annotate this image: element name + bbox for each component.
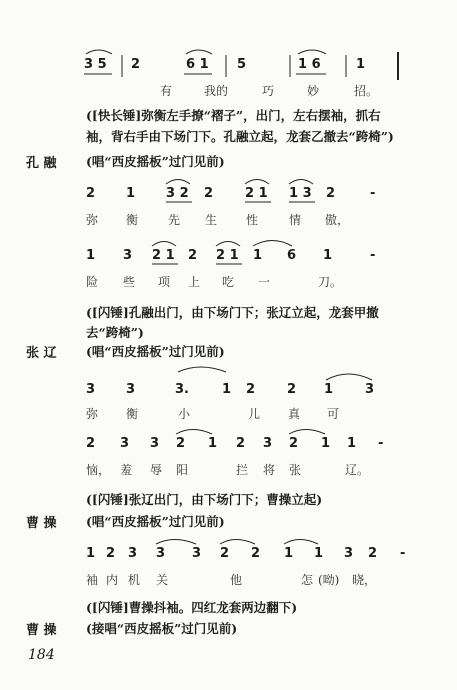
slur bbox=[186, 50, 212, 54]
note: 3 bbox=[150, 436, 160, 451]
note: 3 bbox=[123, 248, 133, 263]
note: 2 bbox=[176, 436, 186, 451]
lyric: 羞 bbox=[120, 463, 133, 477]
slur bbox=[178, 367, 226, 372]
lyric: 关 bbox=[156, 573, 169, 587]
note: 2 bbox=[106, 546, 116, 561]
singing-cue: (唱“西皮摇板”过门见前) bbox=[86, 344, 225, 359]
note: 6 bbox=[287, 248, 297, 263]
note-group: 6 1 bbox=[186, 57, 209, 72]
dash: - bbox=[400, 546, 406, 561]
note: 1 bbox=[314, 546, 324, 561]
note: 2 bbox=[236, 436, 246, 451]
note: 3 bbox=[120, 436, 130, 451]
slur bbox=[289, 430, 325, 435]
lyric: 张 bbox=[289, 463, 302, 477]
lyric: 内 bbox=[106, 573, 119, 587]
note: 1 bbox=[222, 382, 232, 397]
dash: - bbox=[378, 436, 384, 451]
note: 3 bbox=[126, 382, 136, 397]
stage-direction: 去“跨椅”) bbox=[86, 325, 144, 340]
note: 3 bbox=[156, 546, 166, 561]
singing-cue: (唱“西皮摇板”过门见前) bbox=[86, 514, 225, 529]
singing-cue: (接唱“西皮摇板”过门见前) bbox=[86, 621, 238, 636]
note: 2 bbox=[204, 186, 214, 201]
lyric: 傲， bbox=[325, 213, 350, 227]
dash: - bbox=[370, 186, 376, 201]
slur bbox=[253, 241, 292, 247]
lyric: 生 bbox=[205, 213, 218, 227]
stage-direction: ([闪锤]曹操抖袖。四红龙套两边翻下) bbox=[86, 600, 298, 615]
note-group: 2 1 bbox=[245, 186, 268, 201]
note-group: 3 5 bbox=[84, 57, 107, 72]
lyric: 妙 bbox=[307, 84, 320, 98]
note: 2 bbox=[220, 546, 230, 561]
note: 1 bbox=[126, 186, 136, 201]
note: 2 bbox=[326, 186, 336, 201]
stage-direction: ([快长锤]弥衡左手撩“褶子”，出门，左右摆袖，抓右 bbox=[86, 108, 381, 123]
lyric: 弥 bbox=[86, 407, 99, 421]
page-number: 184 bbox=[28, 647, 55, 663]
note: 1 bbox=[321, 436, 331, 451]
lyric: 刀。 bbox=[318, 275, 343, 289]
note: 2 bbox=[251, 546, 261, 561]
lyric: 阳 bbox=[176, 463, 189, 477]
lyric: 小 bbox=[178, 407, 191, 421]
note: 2 bbox=[131, 57, 141, 72]
lyric: 项 bbox=[158, 275, 171, 289]
slur bbox=[152, 242, 176, 247]
note: 5 bbox=[237, 57, 247, 72]
slur bbox=[176, 430, 212, 435]
note: 1 bbox=[284, 546, 294, 561]
note: 1 bbox=[208, 436, 218, 451]
lyric: 将 bbox=[263, 463, 276, 477]
slur bbox=[289, 180, 313, 185]
lyric: 怎 bbox=[301, 573, 314, 587]
slur bbox=[284, 540, 318, 545]
stage-direction: ([闪锤]孔融出门，由下场门下；张辽立起，龙套甲撤 bbox=[86, 305, 379, 320]
lyric: 险 bbox=[86, 275, 99, 289]
lyric: 吃 bbox=[222, 275, 235, 289]
speaker-name: 曹 操 bbox=[26, 516, 57, 531]
slur bbox=[245, 180, 269, 185]
slur bbox=[216, 242, 240, 247]
lyric: 辽。 bbox=[345, 463, 370, 477]
note-group: 1 6 bbox=[298, 57, 321, 72]
note: 2 bbox=[246, 382, 256, 397]
slur bbox=[220, 540, 255, 545]
note-group: 2 1 bbox=[216, 248, 239, 263]
lyric: 我的 bbox=[204, 84, 229, 98]
lyric: 一 bbox=[258, 275, 271, 289]
speaker-name: 孔 融 bbox=[26, 156, 57, 171]
note: 3 bbox=[344, 546, 354, 561]
note: 1 bbox=[86, 546, 96, 561]
slur bbox=[86, 50, 112, 54]
lyric: 儿 bbox=[248, 407, 261, 421]
lyric: 衡 bbox=[126, 407, 139, 421]
lyric: 有 bbox=[160, 84, 173, 98]
lyric: 机 bbox=[128, 573, 141, 587]
slur bbox=[326, 374, 372, 380]
speaker-name: 张 辽 bbox=[26, 346, 57, 361]
note: 3 bbox=[192, 546, 202, 561]
lyric: 辱 bbox=[150, 463, 163, 477]
note: 2 bbox=[287, 382, 297, 397]
note-group: 1 3 bbox=[289, 186, 312, 201]
note: 2 bbox=[86, 186, 96, 201]
note: 2 bbox=[368, 546, 378, 561]
lyric: 些 bbox=[123, 275, 136, 289]
note: 1 bbox=[86, 248, 96, 263]
lyric: 先 bbox=[168, 213, 181, 227]
speaker-name: 曹 操 bbox=[26, 623, 57, 638]
lyric: 真 bbox=[288, 407, 301, 421]
note: 2 bbox=[289, 436, 299, 451]
lyric: 恼， bbox=[86, 463, 111, 477]
singing-cue: (唱“西皮摇板”过门见前) bbox=[86, 154, 225, 169]
lyric: 袖 bbox=[86, 573, 99, 587]
lyric: 弥 bbox=[86, 213, 99, 227]
lyric: (呦) bbox=[318, 573, 340, 587]
stage-direction: ([闪锤]张辽出门，由下场门下；曹操立起) bbox=[86, 492, 323, 507]
note: 3 bbox=[365, 382, 375, 397]
lyric: 性 bbox=[246, 213, 259, 227]
note-group: 3 2 bbox=[166, 186, 189, 201]
lyric: 招。 bbox=[354, 84, 379, 98]
note: 3 bbox=[128, 546, 138, 561]
lyric: 他 bbox=[230, 573, 243, 587]
note: 3 bbox=[263, 436, 273, 451]
note: 1 bbox=[347, 436, 357, 451]
note: 2 bbox=[188, 248, 198, 263]
note: 2 bbox=[86, 436, 96, 451]
lyric: 可 bbox=[327, 407, 340, 421]
note-group: 2 1 bbox=[152, 248, 175, 263]
note: 1 bbox=[356, 57, 366, 72]
lyric: 拦 bbox=[236, 463, 249, 477]
lyric: 晓， bbox=[352, 573, 377, 587]
slur bbox=[166, 180, 190, 185]
note: 1 bbox=[324, 382, 334, 397]
stage-direction: 袖，背右手由下场门下。孔融立起，龙套乙撤去“跨椅”) bbox=[86, 129, 394, 144]
slur bbox=[156, 540, 196, 545]
note: 3 bbox=[86, 382, 96, 397]
note: 1 bbox=[323, 248, 333, 263]
lyric: 衡 bbox=[126, 213, 139, 227]
slur bbox=[298, 50, 326, 54]
lyric: 上 bbox=[188, 275, 201, 289]
note: 1 bbox=[253, 248, 263, 263]
dash: - bbox=[370, 248, 376, 263]
lyric: 巧 bbox=[262, 84, 275, 98]
lyric: 情 bbox=[289, 213, 302, 227]
note: 3. bbox=[175, 382, 189, 397]
